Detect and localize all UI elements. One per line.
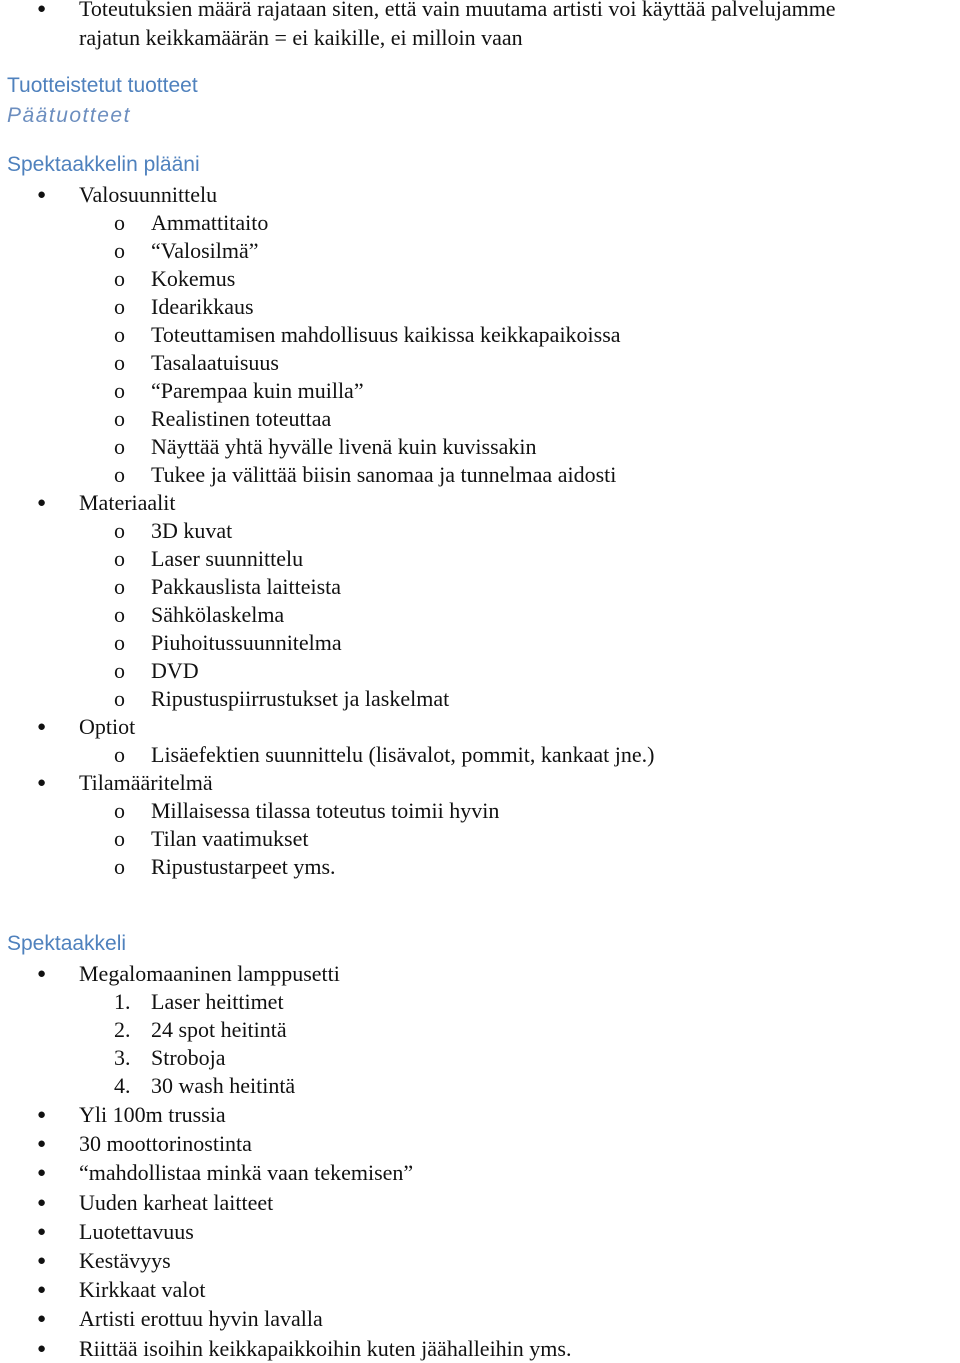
circle-bullet-icon: o bbox=[114, 238, 125, 263]
circle-bullet-icon: o bbox=[114, 602, 125, 627]
circle-bullet-icon: o bbox=[114, 854, 125, 879]
circle-bullet-icon: o bbox=[114, 378, 125, 403]
circle-bullet-icon: o bbox=[114, 434, 125, 459]
plan-sub-item-text: “Parempaa kuin muilla” bbox=[151, 378, 364, 403]
spectacle-bullet-text: Yli 100m trussia bbox=[79, 1102, 226, 1127]
plan-group-label: Valosuunnittelu bbox=[79, 182, 218, 207]
plan-sub-item-text: Idearikkaus bbox=[151, 294, 254, 319]
section-heading-plan: Spektaakkelin plääni bbox=[7, 153, 200, 176]
bullet-icon: ● bbox=[37, 1194, 47, 1211]
circle-bullet-icon: o bbox=[114, 546, 125, 571]
spectacle-bullet-text: Uuden karheat laitteet bbox=[79, 1189, 274, 1215]
circle-bullet-icon: o bbox=[114, 266, 125, 291]
circle-bullet-icon: o bbox=[114, 322, 125, 347]
spectacle-bullet-text: “mahdollistaa minkä vaan tekemisen” bbox=[79, 1160, 414, 1186]
bullet-icon: ● bbox=[37, 187, 47, 203]
plan-sub-item-text: DVD bbox=[151, 658, 199, 683]
bullet-icon: ● bbox=[37, 1340, 47, 1357]
plan-group-label: Materiaalit bbox=[79, 490, 176, 515]
spectacle-bullet-text: 30 moottorinostinta bbox=[79, 1131, 252, 1157]
plan-sub-item-text: Toteuttamisen mahdollisuus kaikissa keikkapaikoissa bbox=[151, 322, 621, 347]
bullet-icon: ● bbox=[37, 1, 47, 17]
circle-bullet-icon: o bbox=[114, 210, 125, 235]
circle-bullet-icon: o bbox=[114, 742, 125, 767]
section-subtitle-main-products: Päätuotteet bbox=[7, 104, 131, 127]
plan-sub-item-text: Millaisessa tilassa toteutus toimii hyvin bbox=[151, 798, 500, 823]
circle-bullet-icon: o bbox=[114, 350, 125, 375]
circle-bullet-icon: o bbox=[114, 574, 125, 599]
bullet-icon: ● bbox=[37, 1165, 47, 1182]
circle-bullet-icon: o bbox=[114, 658, 125, 683]
plan-sub-item-text: Piuhoitussuunnitelma bbox=[151, 630, 342, 655]
spectacle-numbered-text: Stroboja bbox=[151, 1045, 226, 1070]
spectacle-bullet-text: Artisti erottuu hyvin lavalla bbox=[79, 1306, 323, 1332]
circle-bullet-icon: o bbox=[114, 406, 125, 431]
plan-sub-item-text: Lisäefektien suunnittelu (lisävalot, pommit, kankaat jne.) bbox=[151, 742, 655, 767]
spectacle-bullet-text: Kestävyys bbox=[79, 1248, 171, 1273]
spectacle-bullet-text: Megalomaaninen lamppusetti bbox=[79, 961, 340, 986]
spectacle-numbered-text: 30 wash heitintä bbox=[151, 1073, 296, 1098]
circle-bullet-icon: o bbox=[114, 518, 125, 543]
spectacle-bullet-text: Kirkkaat valot bbox=[79, 1277, 206, 1303]
bullet-icon: ● bbox=[37, 1107, 47, 1123]
item-number: 4. bbox=[114, 1073, 131, 1098]
plan-group-label: Tilamääritelmä bbox=[79, 770, 213, 795]
bullet-icon: ● bbox=[37, 1253, 47, 1269]
spectacle-bullet-text: Luotettavuus bbox=[79, 1218, 194, 1244]
plan-sub-item-text: Pakkauslista laitteista bbox=[151, 574, 342, 599]
spectacle-bullet-text: Riittää isoihin keikkapaikkoihin kuten jäähalleihin yms. bbox=[79, 1335, 572, 1361]
plan-sub-item-text: Tilan vaatimukset bbox=[151, 826, 309, 851]
plan-sub-item-text: Laser suunnittelu bbox=[151, 546, 304, 571]
plan-sub-item-text: Sähkölaskelma bbox=[151, 602, 285, 627]
plan-group-label: Optiot bbox=[79, 714, 136, 739]
bullet-icon: ● bbox=[37, 1311, 47, 1328]
circle-bullet-icon: o bbox=[114, 630, 125, 655]
plan-sub-item-text: Ammattitaito bbox=[151, 210, 269, 235]
plan-sub-item-text: Tasalaatuisuus bbox=[151, 350, 279, 375]
circle-bullet-icon: o bbox=[114, 686, 125, 711]
bullet-icon: ● bbox=[37, 1282, 47, 1299]
bullet-icon: ● bbox=[37, 719, 47, 735]
plan-sub-item-text: 3D kuvat bbox=[151, 518, 233, 543]
bullet-icon: ● bbox=[37, 966, 47, 982]
circle-bullet-icon: o bbox=[114, 798, 125, 823]
bullet-icon: ● bbox=[37, 775, 47, 791]
plan-sub-item-text: Kokemus bbox=[151, 266, 236, 291]
circle-bullet-icon: o bbox=[114, 462, 125, 487]
plan-sub-item-text: Realistinen toteuttaa bbox=[151, 406, 332, 431]
bullet-icon: ● bbox=[37, 1136, 47, 1153]
item-number: 3. bbox=[114, 1045, 131, 1070]
plan-sub-item-text: Tukee ja välittää biisin sanomaa ja tunnelmaa aidosti bbox=[151, 462, 617, 487]
plan-sub-item-text: Näyttää yhtä hyvälle livenä kuin kuvissakin bbox=[151, 434, 537, 459]
intro-line-1: Toteutuksien määrä rajataan siten, että vain muutama artisti voi käyttää palvelujamme bbox=[79, 0, 836, 21]
section-heading-products: Tuotteistetut tuotteet bbox=[7, 74, 198, 97]
plan-sub-item-text: Ripustustarpeet yms. bbox=[151, 854, 336, 879]
spectacle-numbered-text: 24 spot heitintä bbox=[151, 1017, 287, 1042]
intro-line-2: rajatun keikkamäärän = ei kaikille, ei milloin vaan bbox=[79, 25, 523, 50]
item-number: 2. bbox=[114, 1017, 131, 1042]
circle-bullet-icon: o bbox=[114, 294, 125, 319]
item-number: 1. bbox=[114, 989, 131, 1014]
spectacle-numbered-text: Laser heittimet bbox=[151, 989, 284, 1014]
circle-bullet-icon: o bbox=[114, 826, 125, 851]
bullet-icon: ● bbox=[37, 495, 47, 511]
plan-sub-item-text: Ripustuspiirrustukset ja laskelmat bbox=[151, 686, 450, 711]
section-heading-spectacle: Spektaakkeli bbox=[7, 932, 127, 955]
bullet-icon: ● bbox=[37, 1223, 47, 1240]
plan-sub-item-text: “Valosilmä” bbox=[151, 238, 259, 263]
